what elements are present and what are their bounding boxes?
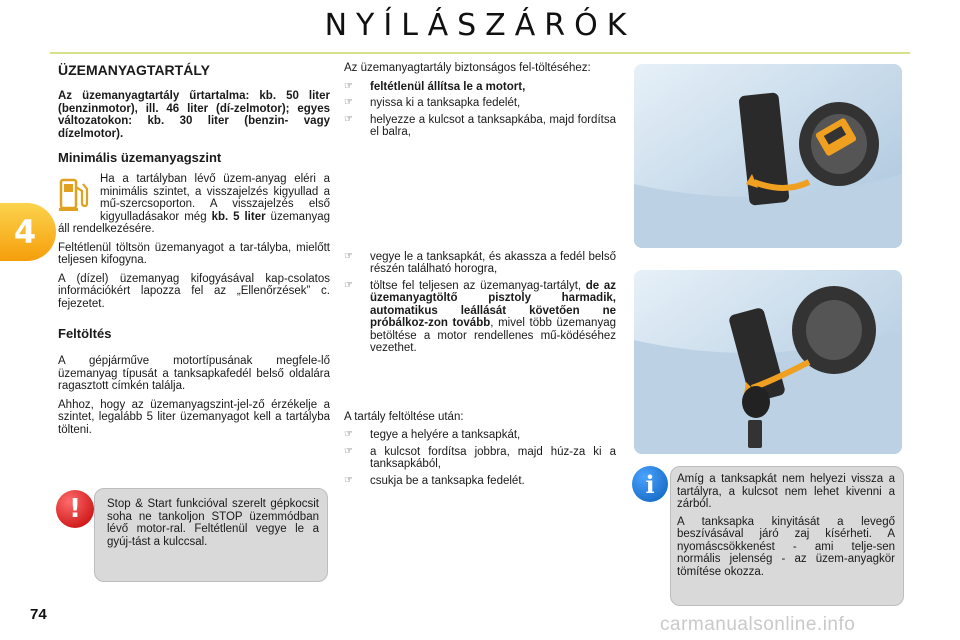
fill-p2: Ahhoz, hogy az üzemanyagszint-jel-ző érzékelje a szintet, legalább 5 liter üzemanyagot kell a tartályba tölteni. (58, 398, 330, 436)
page-header (0, 0, 960, 56)
hand-pointer-icon: ☞ (344, 445, 353, 457)
chapter-tab (0, 203, 56, 261)
chapter-number: 4 (13, 213, 37, 251)
hand-pointer-icon: ☞ (344, 279, 353, 291)
steps-list-b (344, 251, 616, 355)
info-box (670, 466, 904, 606)
list-item: ☞ töltse fel teljesen az üzemanyag-tartályt, de az üzemanyagtöltő pisztoly harmadik, automatikus leállását követően ne próbálkoz-zon tovább, mivel több üzemanyag betöltése a motor rendellenes mű-ködéséhez vezethet. (344, 279, 617, 354)
fuel-pump-icon (58, 175, 90, 213)
min-level-text: Ha a tartályban lévő üzem-anyag eléri a minimális szintet, a visszajelzés kigyullad a mű-szercsoporton. A visszajelzés első kigyulladásakor még kb. 5 liter üzemanyag áll rendelkezésére. (58, 173, 331, 235)
list-item: ☞ tegye a helyére a tanksapkát, (344, 429, 521, 441)
list-item: ☞ nyissa ki a tanksapka fedelét, (344, 97, 521, 109)
fuel-cap-key-illustration (634, 64, 902, 248)
min-level-p2: Feltétlenül töltsön üzemanyagot a tar-tályba, mielőtt teljesen kifogyna. (58, 241, 330, 266)
fuel-cap-key-image (634, 64, 902, 248)
info-icon: i (632, 466, 668, 502)
warning-icon: ! (56, 490, 94, 528)
intro-text: Az üzemanyagtartály biztonságos fel-töltéséhez: (344, 62, 591, 74)
steps-list-a (344, 81, 616, 139)
hand-pointer-icon: ☞ (344, 113, 353, 125)
capacity-text: Az üzemanyagtartály űrtartalma: kb. 50 liter (benzinmotor), ill. 46 liter (dí-zelmotor); egyes változatokon: kb. 30 liter (benzin- vagy dízelmotor). (58, 90, 330, 140)
warning-box (94, 488, 328, 582)
list-item: ☞ a kulcsot fordítsa jobbra, majd húz-za ki a tanksapkából, (344, 445, 616, 470)
steps-list-c (344, 429, 616, 487)
page-title: NYÍLÁSZÁRÓK (324, 8, 636, 43)
list-item: ☞ helyezze a kulcsot a tanksapkába, majd fordítsa el balra, (344, 113, 616, 138)
header-divider (50, 52, 910, 54)
hand-pointer-icon: ☞ (344, 97, 353, 108)
info-p1: Amíg a tanksapkát nem helyezi vissza a tartályra, a kulcsot nem lehet kivenni a zárból. (677, 473, 895, 510)
min-level-p3: A (dízel) üzemanyag kifogyásával kap-csolatos információkért lapozza fel az „Ellenőrzések” c. fejezetet. (58, 272, 330, 310)
min-level-title: Minimális üzemanyagszint (58, 150, 222, 165)
hand-pointer-icon: ☞ (344, 250, 353, 262)
fuel-cap-hook-image (634, 270, 902, 454)
fuel-cap-hook-illustration (634, 270, 902, 454)
page-number: 74 (30, 606, 47, 623)
fill-p1: A gépjárműve motortípusának megfele-lő üzemanyag típusát a tanksapkafedél belső oldalára ragasztott címkén találja. (58, 355, 330, 392)
section-heading: ÜZEMANYAGTARTÁLY (58, 62, 210, 78)
watermark: carmanualsonline.info (660, 614, 856, 635)
left-column (58, 62, 330, 442)
middle-column (344, 62, 616, 491)
hand-pointer-icon: ☞ (344, 80, 353, 92)
hand-pointer-icon: ☞ (344, 429, 353, 440)
warning-text: Stop & Start funkcióval szerelt gépkocsit soha ne tankoljon STOP üzemmódban lévő motor-ral. Feltétlenül vegye le a gyúj-tást a kulccsal. (107, 498, 319, 548)
list-item: ☞ vegye le a tanksapkát, és akassza a fedél belső részén található horogra, (344, 250, 616, 275)
list-item: ☞ feltétlenül állítsa le a motort, (344, 80, 526, 93)
info-p2: A tanksapka kinyitását a levegő beszívásával járó zaj kísérheti. A nyomáscsökkenést - ami telje-sen normális jelenség - az üzem-anyagkör tömítése okozza. (677, 515, 895, 578)
fill-title: Feltöltés (58, 326, 112, 341)
list-item: ☞ csukja be a tanksapka fedelét. (344, 474, 525, 487)
hand-pointer-icon: ☞ (344, 474, 353, 486)
after-fill-title: A tartály feltöltése után: (344, 410, 464, 423)
